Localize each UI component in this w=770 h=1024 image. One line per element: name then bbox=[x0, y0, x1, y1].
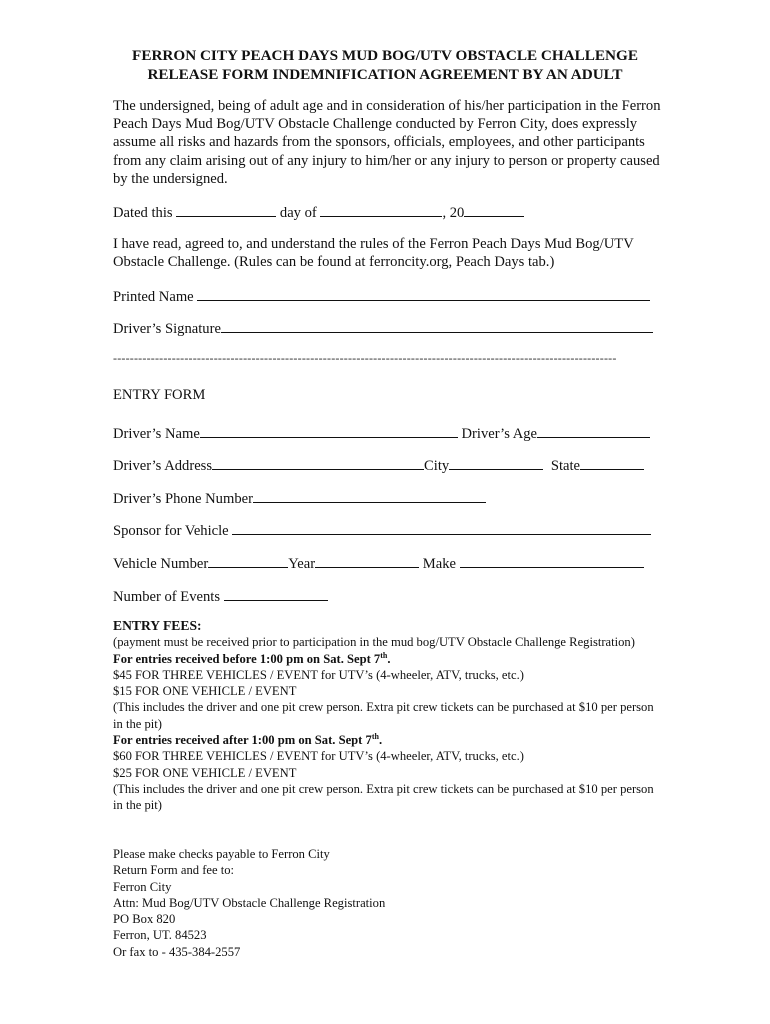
rules-paragraph: I have read, agreed to, and understand the rules of the Ferron Peach Days Mud Bog/UTV Obstacle Challenge. (Rules can be found at ferroncity.org, Peach Days tab.) bbox=[113, 236, 634, 271]
before-three-vehicles-fee: $45 FOR THREE VEHICLES / EVENT for UTV’s (4-wheeler, ATV, trucks, etc.) bbox=[113, 667, 524, 682]
form-title-line-2: RELEASE FORM INDEMNIFICATION AGREEMENT BY AN ADULT bbox=[147, 66, 623, 83]
after-one-vehicle-fee: $25 FOR ONE VEHICLE / EVENT bbox=[113, 765, 297, 780]
address-row bbox=[113, 455, 644, 475]
drivers-name-field[interactable] bbox=[200, 423, 458, 438]
form-separator: ------------------------------------------------------------------------------------------------------------------------ bbox=[113, 351, 617, 365]
after-deadline-heading bbox=[113, 732, 658, 748]
dated-month-field[interactable] bbox=[320, 202, 442, 217]
make-field[interactable] bbox=[460, 553, 644, 568]
payment-note: (payment must be received prior to participation in the mud bog/UTV Obstacle Challenge Registration) bbox=[113, 635, 635, 650]
entry-fees-section bbox=[113, 618, 658, 814]
printed-name-row bbox=[113, 286, 650, 306]
before-heading-text: For entries received before 1:00 pm on Sat. Sept 7 bbox=[113, 651, 381, 666]
year-field[interactable] bbox=[315, 553, 419, 568]
entry-fees-heading: ENTRY FEES: bbox=[113, 618, 202, 633]
vehicle-number-field[interactable] bbox=[208, 553, 288, 568]
drivers-age-label: Driver’s Age bbox=[461, 426, 538, 442]
year-prefix: , 20 bbox=[442, 205, 465, 221]
before-one-vehicle-fee: $15 FOR ONE VEHICLE / EVENT bbox=[113, 684, 297, 699]
dated-line bbox=[113, 202, 524, 222]
dated-day-field[interactable] bbox=[176, 202, 276, 217]
events-row bbox=[113, 586, 328, 606]
signature-label: Driver’s Signature bbox=[113, 321, 221, 337]
after-heading-suffix: . bbox=[378, 733, 383, 748]
form-title-line-1: FERRON CITY PEACH DAYS MUD BOG/UTV OBSTACLE CHALLENGE bbox=[132, 47, 638, 64]
contact-line: Please make checks payable to Ferron City bbox=[113, 847, 330, 861]
contact-line: Attn: Mud Bog/UTV Obstacle Challenge Registration bbox=[113, 895, 386, 910]
city-field[interactable] bbox=[449, 455, 543, 470]
contact-line: Or fax to - 435-384-2557 bbox=[113, 944, 241, 959]
state-label: State bbox=[550, 458, 581, 474]
drivers-address-label: Driver’s Address bbox=[113, 458, 213, 474]
contact-line: Return Form and fee to: bbox=[113, 863, 235, 878]
after-pit-crew-note: (This includes the driver and one pit crew person. Extra pit crew tickets can be purchased at $10 per person in the pit) bbox=[113, 781, 654, 813]
contact-line: Ferron, UT. 84523 bbox=[113, 928, 207, 943]
sponsor-row bbox=[113, 520, 651, 540]
city-label: City bbox=[424, 458, 450, 474]
dated-year-field[interactable] bbox=[464, 202, 524, 217]
drivers-name-row bbox=[113, 423, 650, 443]
drivers-name-label: Driver’s Name bbox=[113, 426, 200, 442]
vehicle-number-label: Vehicle Number bbox=[113, 556, 209, 572]
release-paragraph: The undersigned, being of adult age and in consideration of his/her participation in the Ferron Peach Days Mud Bog/UTV Obstacle Challenge conducted by Ferron City, does expressly assume all risks and hazards from the sponsors, officials, employees, and other participants from any claim arising out of any injury to him/her or any injury to person or property caused by the undersigned. bbox=[113, 98, 661, 187]
dated-label: Dated this bbox=[113, 205, 173, 221]
entry-form-heading: ENTRY FORM bbox=[113, 387, 206, 403]
events-label: Number of Events bbox=[113, 589, 220, 605]
before-heading-suffix: . bbox=[387, 651, 391, 666]
before-heading-sup: th bbox=[380, 650, 388, 660]
contact-line: PO Box 820 bbox=[113, 912, 176, 927]
signature-field[interactable] bbox=[221, 318, 653, 333]
sponsor-field[interactable] bbox=[232, 520, 651, 535]
vehicle-row bbox=[113, 553, 644, 573]
after-heading-text: For entries received after 1:00 pm on Sat. Sept 7 bbox=[113, 733, 372, 748]
sponsor-label: Sponsor for Vehicle bbox=[113, 523, 229, 539]
after-three-vehicles-fee: $60 FOR THREE VEHICLES / EVENT for UTV’s (4-wheeler, ATV, trucks, etc.) bbox=[113, 749, 524, 764]
after-heading-sup: th bbox=[371, 731, 379, 741]
before-deadline-heading bbox=[113, 651, 658, 667]
contact-line: Ferron City bbox=[113, 879, 172, 894]
drivers-address-field[interactable] bbox=[212, 455, 424, 470]
year-label: Year bbox=[288, 556, 316, 572]
phone-label: Driver’s Phone Number bbox=[113, 491, 253, 507]
before-pit-crew-note: (This includes the driver and one pit crew person. Extra pit crew tickets can be purchased at $10 per person in the pit) bbox=[113, 700, 654, 731]
contact-block bbox=[113, 846, 385, 960]
drivers-age-field[interactable] bbox=[537, 423, 650, 438]
printed-name-field[interactable] bbox=[197, 286, 650, 301]
state-field[interactable] bbox=[580, 455, 644, 470]
printed-name-label: Printed Name bbox=[113, 289, 194, 305]
signature-row bbox=[113, 318, 653, 338]
phone-row bbox=[113, 488, 486, 508]
phone-field[interactable] bbox=[253, 488, 486, 503]
day-of-label: day of bbox=[279, 205, 317, 221]
make-label: Make bbox=[422, 556, 457, 572]
events-field[interactable] bbox=[224, 586, 328, 601]
